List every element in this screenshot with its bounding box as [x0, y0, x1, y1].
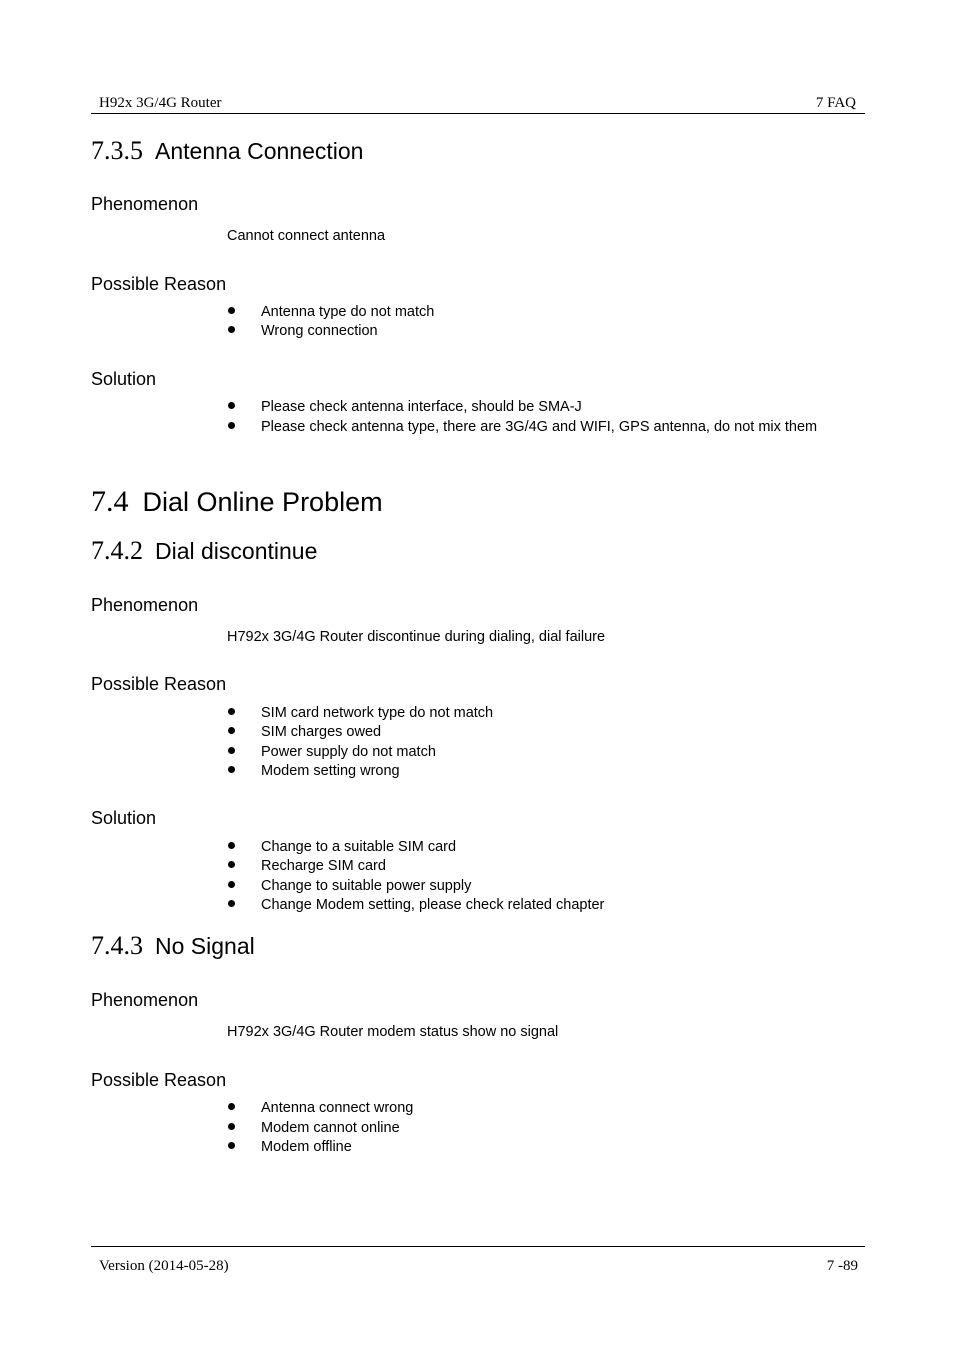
bullet-icon: [228, 881, 235, 888]
bullet-icon: [228, 727, 235, 734]
bullet-icon: [228, 842, 235, 849]
bullet-icon: [228, 422, 235, 429]
list-item: SIM card network type do not match: [261, 705, 494, 721]
list-item: SIM charges owed: [261, 724, 382, 740]
section-title: No Signal: [155, 933, 255, 959]
footer-version: Version (2014-05-28): [99, 1258, 229, 1274]
header-rule: [91, 113, 865, 114]
list-item: Modem offline: [261, 1139, 352, 1155]
list-item: Wrong connection: [261, 323, 378, 339]
list-item: Antenna connect wrong: [261, 1100, 414, 1116]
list-item: Modem cannot online: [261, 1120, 400, 1136]
list-item: Please check antenna type, there are 3G/4G and WIFI, GPS antenna, do not mix them: [261, 419, 818, 435]
list-item: Change Modem setting, please check related chapter: [261, 897, 605, 913]
bullet-icon: [228, 708, 235, 715]
phenomenon-heading: Phenomenon: [91, 595, 199, 615]
bullet-icon: [228, 1123, 235, 1130]
phenomenon-text: H792x 3G/4G Router modem status show no signal: [227, 1024, 559, 1040]
heading-7-3-5: [91, 136, 363, 166]
section-title: Antenna Connection: [155, 138, 364, 164]
header-chapter: 7 FAQ: [815, 95, 856, 111]
header-doc-title: H92x 3G/4G Router: [99, 95, 222, 111]
bullet-icon: [228, 1142, 235, 1149]
section-number: 7.4: [91, 485, 129, 518]
list-item: Modem setting wrong: [261, 763, 400, 779]
phenomenon-heading: Phenomenon: [91, 990, 199, 1010]
list-item: Recharge SIM card: [261, 858, 386, 874]
section-number: 7.4.3: [91, 931, 143, 960]
bullet-icon: [228, 326, 235, 333]
heading-7-4-2: [91, 536, 317, 566]
list-item: Change to suitable power supply: [261, 878, 472, 894]
list-item: Antenna type do not match: [261, 304, 435, 320]
possible-reason-heading: Possible Reason: [91, 674, 227, 694]
bullet-icon: [228, 747, 235, 754]
heading-7-4: [91, 485, 383, 519]
possible-reason-heading: Possible Reason: [91, 274, 227, 294]
phenomenon-heading: Phenomenon: [91, 194, 199, 214]
bullet-icon: [228, 900, 235, 907]
bullet-icon: [228, 307, 235, 314]
solution-heading: Solution: [91, 369, 157, 389]
possible-reason-heading: Possible Reason: [91, 1070, 227, 1090]
section-title: Dial discontinue: [155, 538, 318, 564]
section-number: 7.3.5: [91, 136, 143, 165]
solution-heading: Solution: [91, 808, 157, 828]
section-number: 7.4.2: [91, 536, 143, 565]
section-title: Dial Online Problem: [142, 487, 383, 517]
bullet-icon: [228, 861, 235, 868]
phenomenon-text: Cannot connect antenna: [227, 228, 386, 244]
bullet-icon: [228, 766, 235, 773]
bullet-icon: [228, 1103, 235, 1110]
footer-rule: [91, 1246, 865, 1247]
list-item: Power supply do not match: [261, 744, 436, 760]
bullet-icon: [228, 402, 235, 409]
page-number: 7 -89: [826, 1258, 858, 1274]
heading-7-4-3: [91, 931, 255, 961]
phenomenon-text: H792x 3G/4G Router discontinue during dialing, dial failure: [227, 629, 606, 645]
list-item: Please check antenna interface, should be SMA-J: [261, 399, 582, 415]
list-item: Change to a suitable SIM card: [261, 839, 457, 855]
